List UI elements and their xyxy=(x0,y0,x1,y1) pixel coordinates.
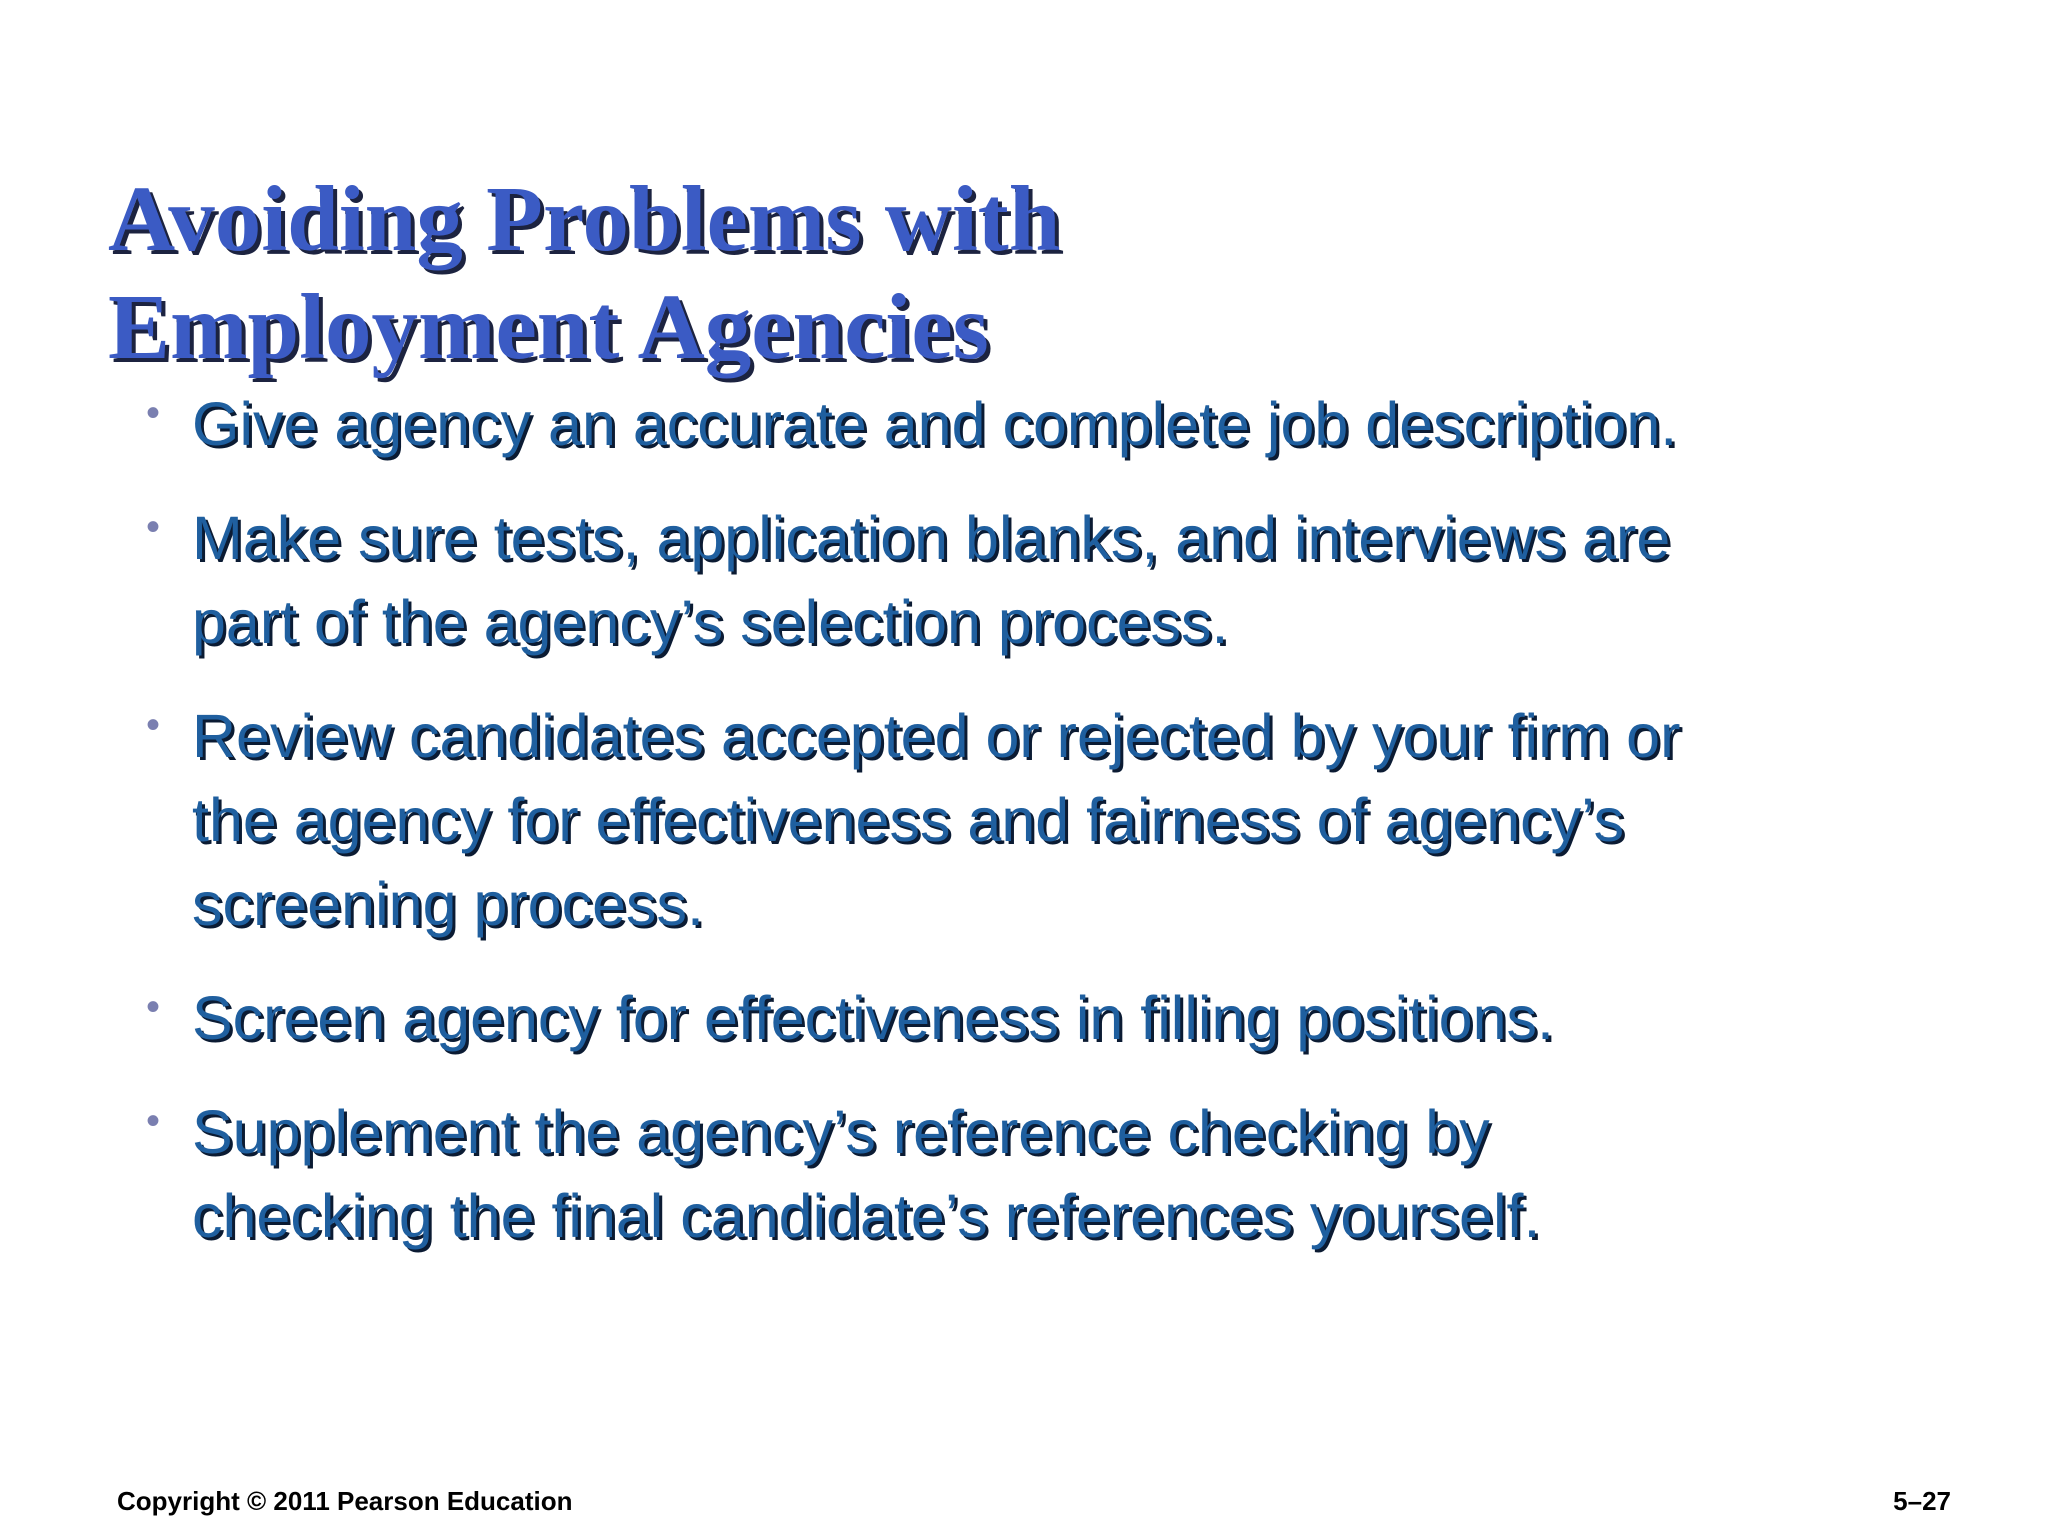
slide-title-line: Employment Agencies xyxy=(108,276,989,380)
bullet-dot-icon: • xyxy=(146,985,161,1029)
bullet-item xyxy=(0,496,2048,664)
slide-title xyxy=(108,166,1308,382)
bullet-item xyxy=(0,382,2048,466)
footer-copyright: Copyright © 2011 Pearson Education xyxy=(117,1486,573,1516)
footer-page-number: 5–27 xyxy=(1893,1486,1951,1516)
bullet-text-line: the agency for effectiveness and fairness of agency’s xyxy=(192,786,1625,854)
bullet-text-line: Review candidates accepted or rejected by your firm or xyxy=(192,702,1681,770)
bullet-dot-icon: • xyxy=(146,703,161,747)
bullet-item xyxy=(0,976,2048,1060)
bullet-dot-icon: • xyxy=(146,1099,161,1143)
bullet-text-line: screening process. xyxy=(192,870,704,938)
bullet-list xyxy=(0,382,2048,1288)
bullet-item xyxy=(0,694,2048,946)
bullet-text-line: Give agency an accurate and complete job description. xyxy=(192,390,1678,458)
bullet-text-line: Supplement the agency’s reference checking by xyxy=(192,1098,1490,1166)
slide-title-line: Avoiding Problems with xyxy=(108,168,1061,272)
bullet-text-line: checking the final candidate’s references yourself. xyxy=(192,1182,1541,1250)
bullet-item xyxy=(0,1090,2048,1258)
bullet-text-line: Screen agency for effectiveness in filling positions. xyxy=(192,984,1554,1052)
bullet-dot-icon: • xyxy=(146,391,161,435)
bullet-text-line: Make sure tests, application blanks, and interviews are xyxy=(192,504,1671,572)
bullet-dot-icon: • xyxy=(146,505,161,549)
bullet-text-line: part of the agency’s selection process. xyxy=(192,588,1229,656)
